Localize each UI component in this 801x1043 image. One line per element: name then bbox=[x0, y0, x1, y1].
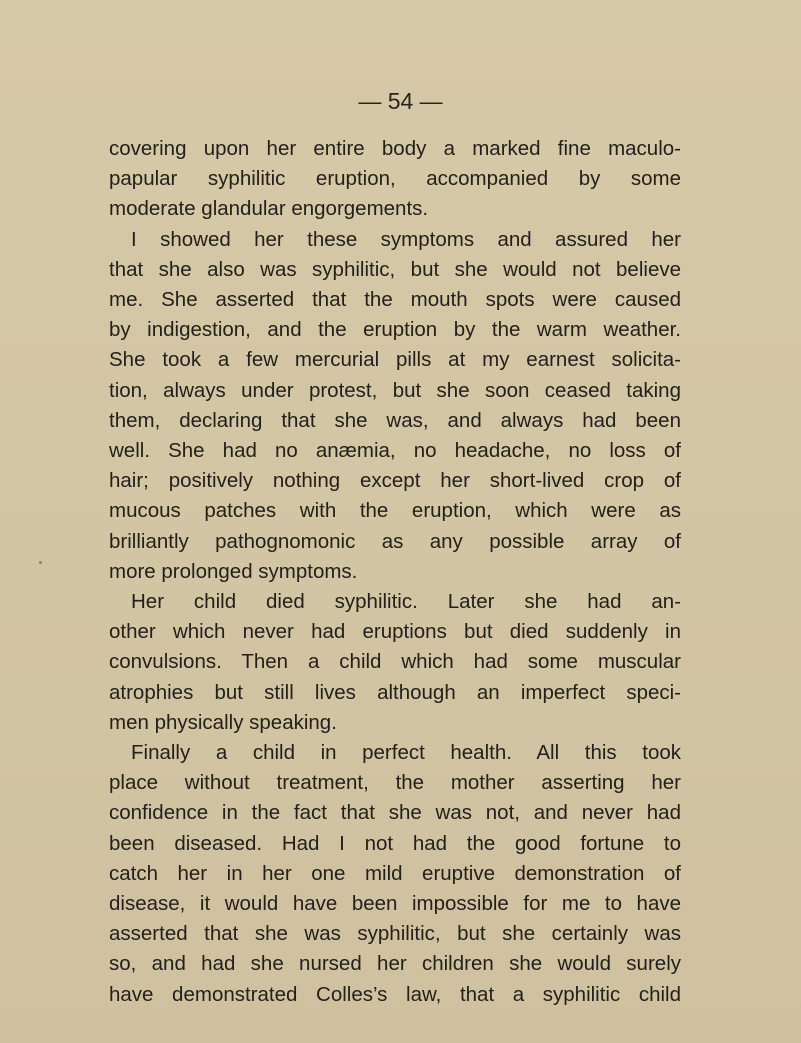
text-line: papular syphilitic eruption, accompanied by some bbox=[109, 167, 681, 191]
text-line: tion, always under protest, but she soon ceased taking bbox=[109, 378, 681, 402]
paper-speck bbox=[39, 561, 42, 564]
text-line: convulsions. Then a child which had some muscular bbox=[109, 650, 681, 674]
text-line: that she also was syphilitic, but she would not believe bbox=[109, 257, 681, 281]
text-line: catch her in her one mild eruptive demonstration of bbox=[109, 861, 681, 885]
text-line: men physically speaking. bbox=[109, 710, 337, 734]
text-line: place without treatment, the mother asserting her bbox=[109, 771, 681, 795]
text-line: have demonstrated Colles’s law, that a syphilitic child bbox=[109, 982, 681, 1006]
text-line: I showed her these symptoms and assured her bbox=[131, 227, 681, 251]
text-line: brilliantly pathognomonic as any possible array of bbox=[109, 529, 681, 553]
text-line: confidence in the fact that she was not, and never had bbox=[109, 801, 681, 825]
text-line: mucous patches with the eruption, which were as bbox=[109, 499, 681, 523]
text-line: been diseased. Had I not had the good fortune to bbox=[109, 831, 681, 855]
text-line: moderate glandular engorgements. bbox=[109, 197, 429, 221]
text-line: Finally a child in perfect health. All this took bbox=[131, 741, 681, 765]
text-line: so, and had she nursed her children she would surely bbox=[109, 952, 681, 976]
text-line: more prolonged symptoms. bbox=[109, 559, 358, 583]
text-line: them, declaring that she was, and always had been bbox=[109, 408, 681, 432]
text-line: She took a few mercurial pills at my earnest solicita- bbox=[109, 348, 681, 372]
text-line: asserted that she was syphilitic, but she certainly was bbox=[109, 922, 681, 946]
page-number: — 54 — bbox=[358, 88, 443, 114]
text-line: hair; positively nothing except her short-lived crop of bbox=[109, 469, 681, 493]
text-line: me. She asserted that the mouth spots were caused bbox=[109, 288, 681, 312]
text-line: other which never had eruptions but died suddenly in bbox=[109, 620, 681, 644]
body-text bbox=[109, 134, 681, 1010]
text-line: covering upon her entire body a marked fine maculo- bbox=[109, 137, 681, 160]
text-line: by indigestion, and the eruption by the warm weather. bbox=[109, 318, 681, 342]
text-line: atrophies but still lives although an imperfect speci- bbox=[109, 680, 681, 704]
text-line: well. She had no anæmia, no headache, no loss of bbox=[109, 439, 681, 463]
text-line: Her child died syphilitic. Later she had an- bbox=[131, 590, 681, 614]
text-line: disease, it would have been impossible for me to have bbox=[109, 892, 681, 916]
